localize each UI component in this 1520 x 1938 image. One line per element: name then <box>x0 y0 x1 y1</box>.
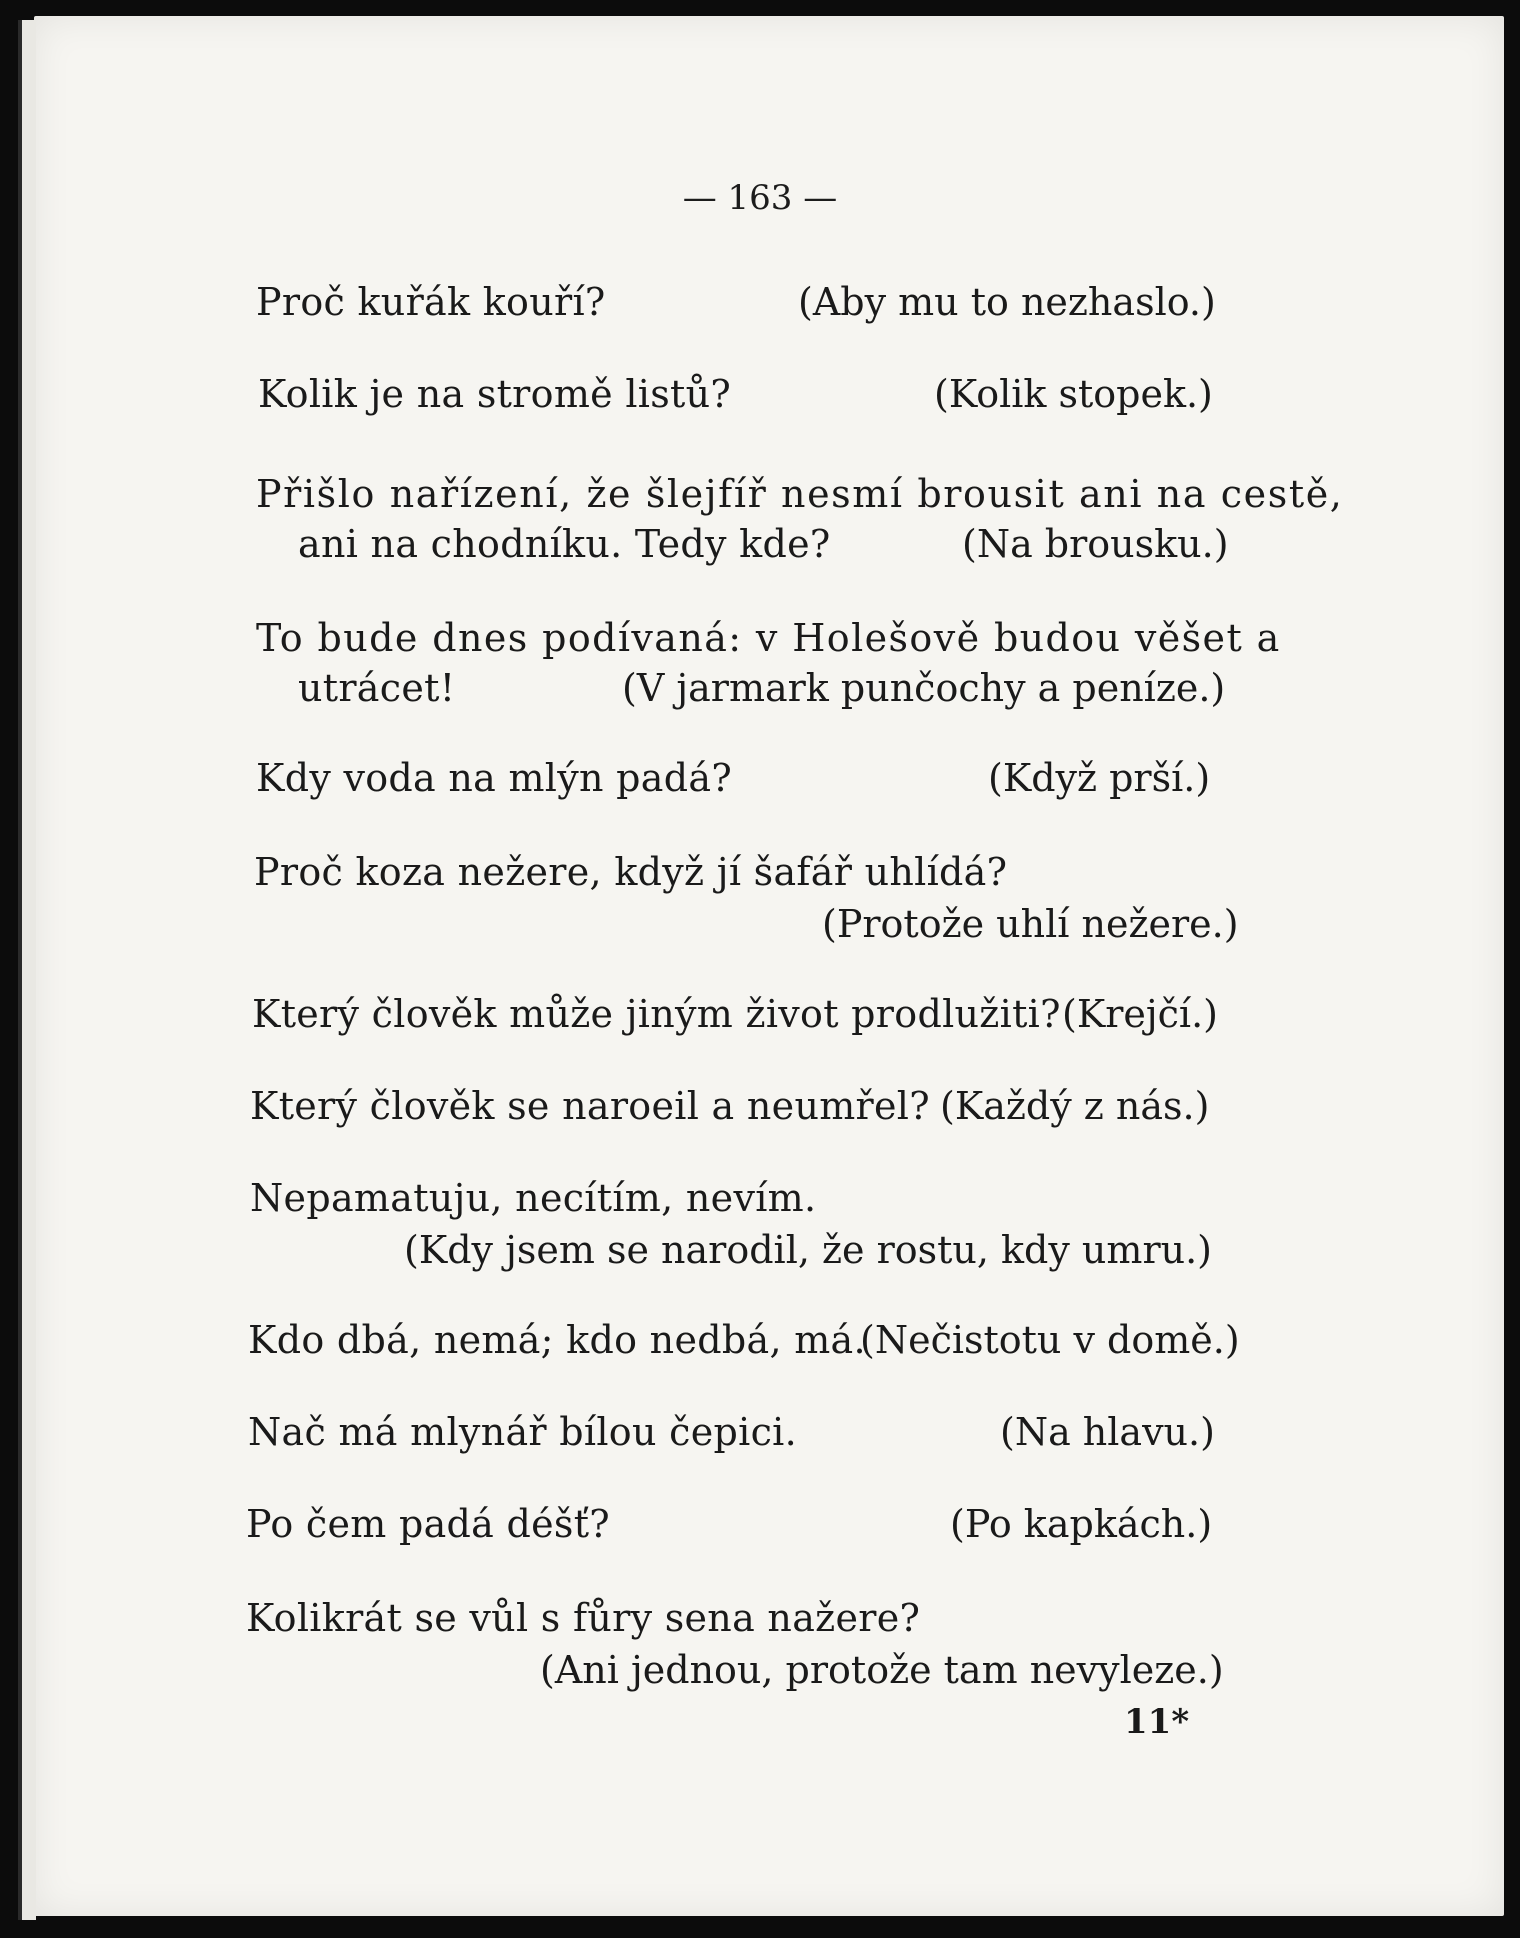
riddle-answer: (Když prší.) <box>988 756 1211 800</box>
riddle-question: Přišlo nařízení, že šlejfíř nesmí brousit ani na cestě, <box>256 472 1344 516</box>
riddle-answer: (Nečistotu v domě.) <box>860 1318 1240 1362</box>
riddle-question: Po čem padá déšť? <box>246 1502 610 1546</box>
riddle-answer: (Kolik stopek.) <box>934 372 1213 416</box>
riddle-question: Proč kuřák kouří? <box>256 280 606 324</box>
riddle-answer: (Po kapkách.) <box>950 1502 1213 1546</box>
page-binding-edge <box>18 20 36 1920</box>
riddle-answer: (Kdy jsem se narodil, že rostu, kdy umru.) <box>404 1228 1212 1272</box>
riddle-question-continued: utrácet! <box>298 666 456 710</box>
riddle-answer: (Na hlavu.) <box>1000 1410 1215 1454</box>
riddle-question: To bude dnes podívaná: v Holešově budou věšet a <box>256 616 1281 660</box>
riddle-question: Nač má mlynář bílou čepici. <box>248 1410 797 1454</box>
riddle-question: Který člověk může jiným život prodlužiti? <box>252 992 1061 1036</box>
riddle-question-continued: ani na chodníku. Tedy kde? <box>298 522 831 566</box>
riddle-answer: (Protože uhlí nežere.) <box>822 902 1239 946</box>
riddle-question: Kolikrát se vůl s fůry sena nažere? <box>246 1596 921 1640</box>
riddle-question: Kdy voda na mlýn padá? <box>256 756 733 800</box>
riddle-answer: (Aby mu to nezhaslo.) <box>798 280 1216 324</box>
riddle-answer: (V jarmark punčochy a peníze.) <box>622 666 1226 710</box>
page-number: — 163 — <box>682 178 838 218</box>
riddle-answer: (Každý z nás.) <box>940 1084 1210 1128</box>
riddle-answer: (Krejčí.) <box>1062 992 1218 1036</box>
riddle-answer: (Na brousku.) <box>962 522 1229 566</box>
printer-signature-mark: 11* <box>1124 1702 1190 1742</box>
riddle-question: Proč koza nežere, když jí šafář uhlídá? <box>254 850 1008 894</box>
riddle-question: Kolik je na stromě listů? <box>258 372 732 416</box>
riddle-question: Nepamatuju, necítím, nevím. <box>250 1176 817 1220</box>
riddle-question: Který člověk se naroeil a neumřel? <box>250 1084 930 1128</box>
riddle-answer: (Ani jednou, protože tam nevyleze.) <box>540 1648 1224 1692</box>
riddle-question: Kdo dbá, nemá; kdo nedbá, má. <box>248 1318 866 1362</box>
